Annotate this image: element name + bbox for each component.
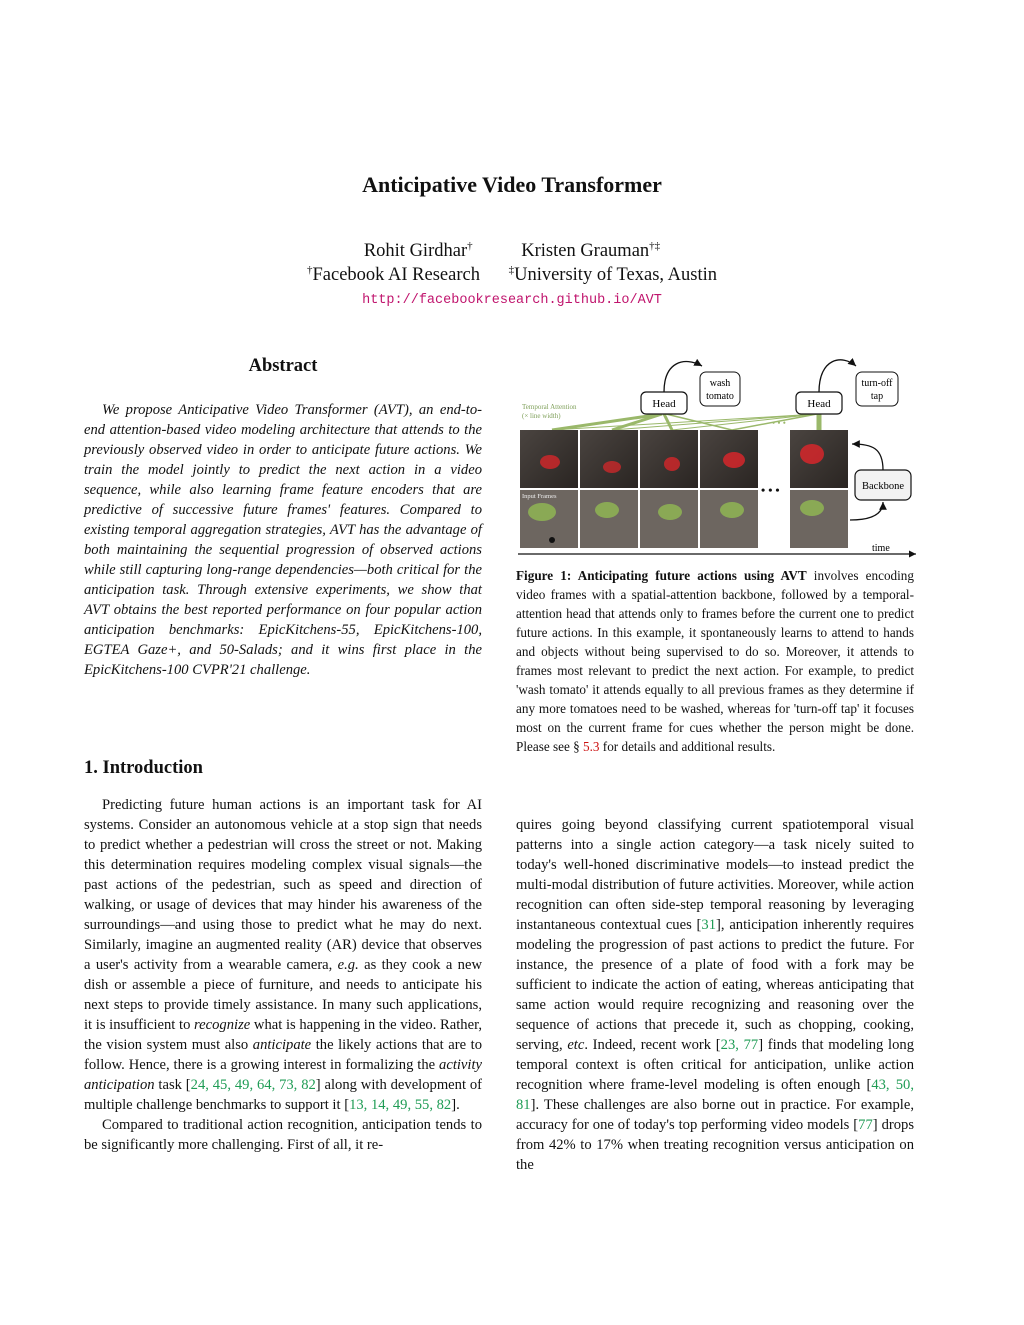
line-width-label: (× line width)	[522, 412, 561, 420]
author-2: Kristen Grauman†‡	[521, 240, 661, 262]
temporal-attention-label: Temporal Attention	[522, 403, 577, 411]
project-url-link[interactable]: http://facebookresearch.github.io/AVT	[362, 293, 662, 308]
intro-paragraph-continued: quires going beyond classifying current spatiotemporal visual patterns into a single action category—a task nicely suited to today's well-honed discriminative models—to instead predict the multi-modal distribution of future activities. Moreover, while action recognition can often side-step temporal reasoning by leveraging instantaneous contextual cues [31], anticipation inherently requires modeling the progression of past actions to predict the future. For instance, the presence of a plate of food with a fork may be sufficient to indicate the action of eating, whereas anticipating that same action would require recognizing and reasoning over the sequence of actions that precede it, such as chopping, cooking, serving, etc. Indeed, recent work [23, 77] finds that modeling long temporal context is often critical for anticipation, unlike action recognition where frame-level modeling is often enough [43, 50, 81]. These challenges are also borne out in practice. For example, accuracy for one of today's top performing video models [77] drops from 42% to 17% when treating recognition versus anticipation on the	[516, 817, 914, 1173]
abstract-heading: Abstract	[248, 356, 318, 376]
citation-link[interactable]: 23, 77	[720, 1037, 759, 1053]
frames-ellipsis: • • •	[761, 483, 780, 497]
input-frames-label: Input Frames	[522, 493, 557, 500]
time-label: time	[872, 543, 890, 554]
prediction-2-line-1: turn-off	[861, 378, 893, 389]
attention-ellipsis: • • •	[772, 418, 786, 428]
abstract-text: We propose Anticipative Video Transformer (AVT), an end-to-end attention-based video modeling architecture that attends to the previously observed video in order to anticipate future actions. We train the model jointly to predict the next action in a video sequence, while also learning frame feature encoders that are predictive of successive future frames' features. Compared to existing temporal aggregation strategies, AVT has the advantage of both maintaining the sequential progression of observed actions while still capturing long-range dependencies—both critical for the anticipation task. Through extensive experiments, we show that AVT obtains the best reported performance on four popular action anticipation benchmarks: EpicKitchens-55, EpicKitchens-100, EGTEA Gaze+, and 50-Salads; and it wins first place in the EpicKitchens-100 CVPR'21 challenge.	[84, 402, 482, 678]
figure-1-diagram	[512, 352, 922, 560]
prediction-2-line-2: tap	[870, 391, 884, 402]
backbone-label: Backbone	[862, 481, 904, 492]
paper-title: Anticipative Video Transformer	[362, 172, 662, 197]
prediction-1-line-2: tomato	[706, 391, 734, 402]
head-label-2: Head	[807, 398, 831, 410]
section-ref-link[interactable]: 5.3	[583, 739, 600, 754]
introduction-body	[84, 795, 482, 1155]
affiliation-1: †Facebook AI Research	[307, 264, 480, 286]
citation-link[interactable]: 43, 50, 81	[516, 1077, 914, 1113]
right-column-body	[516, 815, 914, 1175]
affiliation-list	[0, 264, 1024, 286]
citation-link[interactable]: 13, 14, 49, 55, 82	[349, 1097, 452, 1113]
intro-paragraph-2: Compared to traditional action recognition, anticipation tends to be significantly more challenging. First of all, it re-	[84, 1117, 482, 1153]
abstract-body	[84, 400, 482, 680]
citation-link[interactable]: 31	[701, 917, 717, 933]
input-frames	[520, 490, 848, 548]
author-1: Rohit Girdhar†	[363, 240, 473, 262]
head-label-1: Head	[652, 398, 676, 410]
figure-1-caption: Figure 1: Anticipating future actions using AVT involves encoding video frames with a spatial-attention backbone, followed by a temporal-attention head that attends only to frames before the current one to predict future actions. In this example, it spontaneously learns to attend to hands and objects without being supervised to do so. Moreover, it attends to frames most relevant to predict the next action. For example, to predict 'wash tomato' it attends equally to all previous frames as they determine if any more tomatoes need to be washed, whereas for 'turn-off tap' it focuses most on the current frame for cues whether the person might be done. Please see § 5.3 for details and additional results.	[516, 568, 914, 754]
author-list	[0, 240, 1024, 262]
affiliation-2: ‡University of Texas, Austin	[508, 264, 717, 286]
figure-1	[512, 352, 922, 560]
citation-link[interactable]: 24, 45, 49, 64, 73, 82	[190, 1077, 316, 1093]
prediction-1-line-1: wash	[709, 378, 731, 389]
introduction-heading: 1. Introduction	[84, 758, 203, 778]
spatial-attention-frames	[520, 430, 848, 488]
citation-link[interactable]: 77	[858, 1117, 873, 1133]
intro-paragraph-1: Predicting future human actions is an important task for AI systems. Consider an autonomous vehicle at a stop sign that needs to predict whether a pedestrian will cross the street or not. Making this determination requires modeling complex visual signals—the past actions of the pedestrian, such as speed and direction of walking, or usage of devices that may hinder his awareness of the surroundings—and using those to predict what he may do next. Similarly, imagine an augmented reality (AR) device that observes a user's activity from a wearable camera, e.g. as they cook a new dish or assemble a piece of furniture, and needs to anticipate his next steps to provide timely assistance. In many such applications, it is insufficient to recognize what is happening in the video. Rather, the vision system must also anticipate the likely actions that are to follow. Hence, there is a growing interest in formalizing the activity anticipation task [24, 45, 49, 64, 73, 82] along with development of multiple challenge benchmarks to support it [13, 14, 49, 55, 82].	[84, 797, 483, 1113]
